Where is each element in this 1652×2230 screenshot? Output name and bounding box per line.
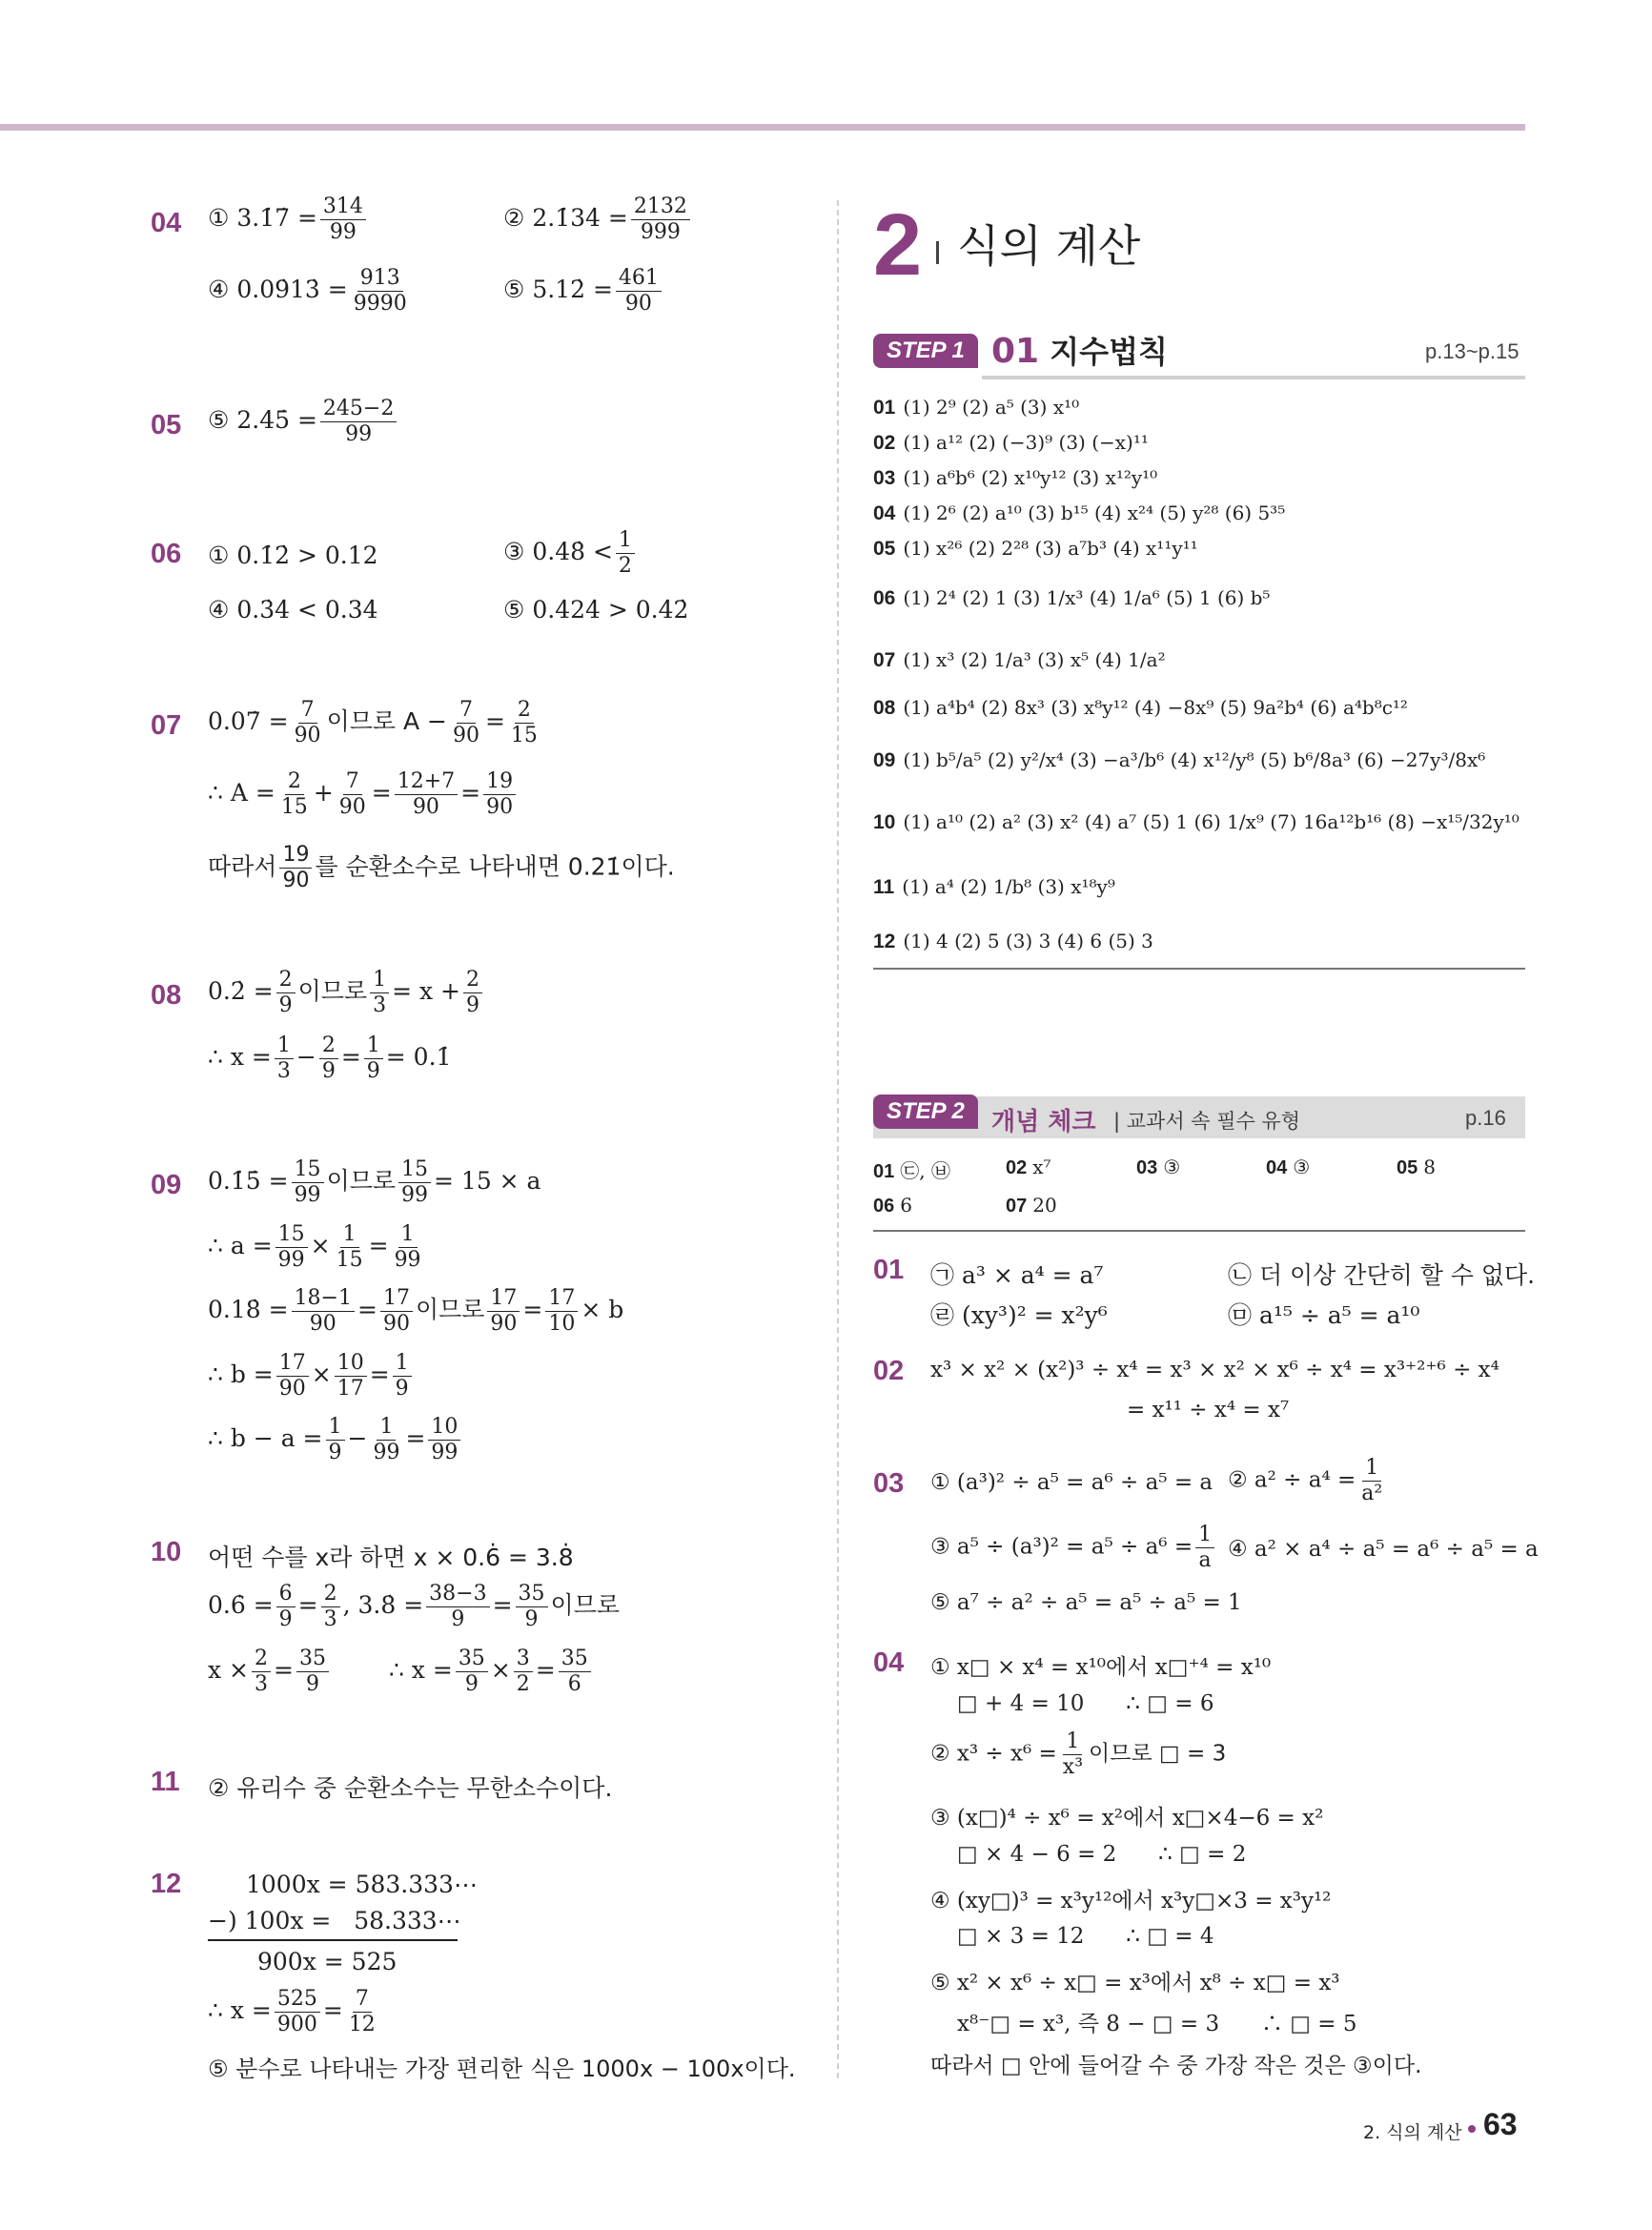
solution-line: 0.6̇ = $\frac{6}{9}$ = $\frac{2}{3}$ , 3.8̇ = $\frac{38-3}{9}$ = $\frac{35}{9}$ 이므로 bbox=[208, 1582, 620, 1632]
solution-line: ∴ A = $\frac{2}{15}$ + $\frac{7}{90}$ = $\frac{12+7}{90}$ = $\frac{19}{90}$ bbox=[208, 770, 519, 819]
solution-line: ∴ a = $\frac{15}{99}$ × $\frac{1}{15}$ = $\frac{1}{99}$ bbox=[208, 1222, 421, 1273]
solution-line: ④ (xy□)³ = x³y¹²에서 x³y□×3 = x³y¹² bbox=[930, 1889, 1332, 1913]
step1-answer-row bbox=[873, 501, 1285, 525]
step2-page: p.16 bbox=[1465, 1106, 1506, 1130]
answer-line: ③ 0.48̇ < $\frac{1}{2}$ bbox=[503, 529, 638, 578]
solution-line: 0.18̇ = $\frac{18-1}{90}$ = $\frac{17}{90}$ 이므로 $\frac{17}{90}$ = $\frac{17}{10}$ × b bbox=[208, 1286, 624, 1337]
chapter-title: 식의 계산 bbox=[957, 220, 1141, 272]
solution-line: ⑤ x² × x⁶ ÷ x□ = x³에서 x⁸ ÷ x□ = x³ bbox=[930, 1971, 1340, 1995]
answer-value: (1) 2⁹ (2) a⁵ (3) x¹⁰ bbox=[903, 396, 1080, 419]
solution-line: 0.1̇5̇ = $\frac{15}{99}$ 이므로 $\frac{15}{99}$ = 15 × a bbox=[208, 1157, 541, 1208]
problem-number: 04 bbox=[151, 208, 182, 238]
solution-line: −) 100x = 58.333⋯ bbox=[208, 1907, 461, 1934]
answer-key: 04 bbox=[1266, 1157, 1288, 1178]
answer-key: 02 bbox=[873, 432, 896, 454]
step1-answer-row bbox=[873, 431, 1149, 455]
solution-line: ∴ x = $\frac{525}{900}$ = $\frac{7}{12}$ bbox=[208, 1987, 376, 2037]
solution-line: 1000x = 583.333⋯ bbox=[246, 1871, 478, 1898]
solution-line: ㉡ 더 이상 간단히 할 수 없다. bbox=[1228, 1261, 1536, 1289]
solution-line: x⁸⁻□ = x³, 즉 8 − □ = 3 ∴ □ = 5 bbox=[957, 2012, 1357, 2036]
solution-line: 0.2̇ = $\frac{2}{9}$ 이므로 $\frac{1}{3}$ = x + $\frac{2}{9}$ bbox=[208, 969, 485, 1017]
answer-value: (1) 2⁴ (2) 1 (3) 1/x³ (4) 1/a⁶ (5) 1 (6) b⁵ bbox=[903, 586, 1271, 609]
problem-number: 11 bbox=[151, 1767, 180, 1797]
solution-line: x³ × x² × (x²)³ ÷ x⁴ = x³ × x² × x⁶ ÷ x⁴ = x³⁺²⁺⁶ ÷ x⁴ bbox=[930, 1358, 1499, 1382]
answer-key: 04 bbox=[873, 502, 896, 524]
solution-line: x × $\frac{2}{3}$ = $\frac{35}{9}$ ∴ x = $\frac{35}{9}$ × $\frac{3}{2}$ = $\frac{35}{6}$ bbox=[208, 1647, 594, 1696]
answer-value: (1) a⁴b⁴ (2) 8x³ (3) x⁸y¹² (4) −8x⁹ (5) 9a²b⁴ (6) a⁴b⁸c¹² bbox=[903, 696, 1408, 719]
problem-number: 12 bbox=[151, 1869, 182, 1899]
solution-line: ∴ b = $\frac{17}{90}$ × $\frac{10}{17}$ = $\frac{1}{9}$ bbox=[208, 1352, 415, 1401]
solution-line: ② a² ÷ a⁴ = $\frac{1}{\text{a²}}$ bbox=[1228, 1456, 1383, 1506]
answer-value: x⁷ bbox=[1032, 1156, 1051, 1178]
solution-line: ⑤ a⁷ ÷ a² ÷ a⁵ = a⁵ ÷ a⁵ = 1 bbox=[930, 1590, 1242, 1615]
answer-value: (1) 4 (2) 5 (3) 3 (4) 6 (5) 3 bbox=[903, 930, 1153, 952]
answer-value: (1) b⁵/a⁵ (2) y²/x⁴ (3) −a³/b⁶ (4) x¹²/y⁸ (5) b⁶/8a³ (6) −27y³/8x⁶ bbox=[903, 748, 1486, 771]
answer-key: 03 bbox=[1136, 1157, 1158, 1178]
problem-number: 05 bbox=[151, 410, 182, 440]
answer-key: 06 bbox=[873, 1196, 895, 1217]
answer-value: ③ bbox=[1293, 1156, 1311, 1178]
step1-answer-row bbox=[873, 537, 1198, 561]
answer-key: 01 bbox=[873, 397, 896, 419]
step2-answer bbox=[1397, 1156, 1436, 1179]
footer-chapter-label: 2. 식의 계산 bbox=[1363, 2122, 1462, 2143]
step1-answer-row bbox=[873, 696, 1408, 720]
solution-line: 따라서 $\frac{19}{90}$ 를 순환소수로 나타내면 0.21̇이다. bbox=[208, 843, 675, 893]
answer-key: 03 bbox=[873, 467, 896, 489]
step2-answer bbox=[873, 1194, 912, 1217]
solution-line: 어떤 수를 x라 하면 x × 0.6̇ = 3.8̇ bbox=[208, 1544, 574, 1571]
answer-value: 20 bbox=[1032, 1194, 1057, 1217]
solution-line: ② x³ ÷ x⁶ = $\frac{1}{\text{x³}}$ 이므로 □ = 3 bbox=[930, 1729, 1227, 1780]
subtraction-rule bbox=[208, 1939, 458, 1941]
answer-value: (1) 2⁶ (2) a¹⁰ (3) b¹⁵ (4) x²⁴ (5) y²⁸ (6) 5³⁵ bbox=[903, 501, 1286, 524]
problem-number: 09 bbox=[151, 1170, 182, 1200]
solution-line: ② 유리수 중 순환소수는 무한소수이다. bbox=[208, 1774, 613, 1802]
solution-line: 900x = 525 bbox=[257, 1948, 398, 1975]
solution-line: ㉤ a¹⁵ ÷ a⁵ = a¹⁰ bbox=[1228, 1301, 1420, 1329]
answer-value: (1) x³ (2) 1/a³ (3) x⁵ (4) 1/a² bbox=[903, 648, 1166, 671]
answer-key: 07 bbox=[873, 649, 896, 671]
solution-line: ∴ b − a = $\frac{1}{9}$ − $\frac{1}{99}$ = $\frac{10}{99}$ bbox=[208, 1416, 463, 1464]
solution-line: ① (a³)² ÷ a⁵ = a⁶ ÷ a⁵ = a bbox=[930, 1470, 1214, 1495]
solution-line: ④ a² × a⁴ ÷ a⁵ = a⁶ ÷ a⁵ = a bbox=[1228, 1537, 1539, 1562]
answer-line: ④ 0.09̇13̇ = $\frac{913}{9990}$ bbox=[208, 266, 407, 317]
step1-title: 01 지수법칙 bbox=[991, 332, 1168, 371]
answer-key: 12 bbox=[873, 931, 896, 952]
solution-line: ㉠ a³ × a⁴ = a⁷ bbox=[930, 1261, 1104, 1289]
step2-title: 개념 체크 bbox=[991, 1108, 1096, 1136]
step2-answer bbox=[1266, 1156, 1310, 1179]
problem-number: 08 bbox=[151, 980, 182, 1011]
answer-value: (1) a¹⁰ (2) a² (3) x² (4) a⁷ (5) 1 (6) 1/x⁹ (7) 16a¹²b¹⁶ (8) −x¹⁵/32y¹⁰ bbox=[903, 810, 1519, 833]
solution-line: ∴ x = $\frac{1}{3}$ − $\frac{2}{9}$ = $\frac{1}{9}$ = 0.1̇ bbox=[208, 1033, 452, 1084]
problem-number: 10 bbox=[151, 1537, 182, 1567]
answer-value: 6 bbox=[900, 1194, 912, 1217]
solution-line: = x¹¹ ÷ x⁴ = x⁷ bbox=[1127, 1398, 1290, 1422]
solution-line: ⑤ 분수로 나타내는 가장 편리한 식은 1000x − 100x이다. bbox=[208, 2056, 796, 2082]
step1-answer-row bbox=[873, 396, 1079, 419]
answer-value: (1) a⁴ (2) 1/b⁸ (3) x¹⁸y⁹ bbox=[902, 875, 1115, 898]
problem-number: 06 bbox=[151, 539, 182, 569]
solution-line: 따라서 □ 안에 들어갈 수 중 가장 작은 것은 ③이다. bbox=[930, 2054, 1422, 2078]
answer-line: ① 0.1̇2̇ > 0.12 bbox=[208, 542, 378, 569]
answer-value: (1) a¹² (2) (−3)⁹ (3) (−x)¹¹ bbox=[903, 431, 1149, 454]
answer-key: 05 bbox=[873, 538, 896, 560]
problem-number: 03 bbox=[873, 1468, 905, 1499]
column-divider bbox=[837, 200, 839, 2078]
step1-answer-row bbox=[873, 810, 1519, 834]
answer-key: 08 bbox=[873, 697, 896, 719]
answer-key: 05 bbox=[1397, 1157, 1418, 1178]
answer-value: ㉢, ㉥ bbox=[900, 1159, 950, 1182]
answer-key: 09 bbox=[873, 749, 896, 771]
solution-line: □ × 3 = 12 ∴ □ = 4 bbox=[957, 1924, 1214, 1949]
answer-value: (1) a⁶b⁶ (2) x¹⁰y¹² (3) x¹²y¹⁰ bbox=[903, 466, 1158, 489]
solution-line: □ + 4 = 10 ∴ □ = 6 bbox=[957, 1691, 1214, 1716]
chapter-separator bbox=[936, 241, 939, 264]
step1-answer-row bbox=[873, 648, 1166, 672]
answer-key: 02 bbox=[1006, 1157, 1028, 1178]
step2-answer bbox=[1006, 1194, 1057, 1217]
answer-key: 11 bbox=[873, 876, 895, 898]
step2-subtitle: | 교과서 속 필수 유형 bbox=[1113, 1110, 1301, 1133]
solution-line: □ × 4 − 6 = 2 ∴ □ = 2 bbox=[957, 1842, 1247, 1867]
step1-answer-row bbox=[873, 748, 1485, 772]
footer-bullet bbox=[1468, 2125, 1476, 2133]
step2-grid-rule bbox=[873, 1230, 1525, 1232]
top-rule bbox=[0, 124, 1525, 131]
problem-number: 04 bbox=[873, 1647, 905, 1678]
answer-line: ① 3.1̇7̇ = $\frac{314}{99}$ bbox=[208, 195, 369, 244]
answer-line: ⑤ 5.12̇ = $\frac{461}{90}$ bbox=[503, 267, 664, 316]
step1-answer-row bbox=[873, 875, 1115, 899]
page-number: 63 bbox=[1483, 2107, 1518, 2141]
step2-answer bbox=[873, 1156, 950, 1183]
answer-line: ⑤ 0.4̇24̇ > 0.4̇2̇ bbox=[503, 596, 689, 624]
solution-line: ③ (x□)⁴ ÷ x⁶ = x²에서 x□×4−6 = x² bbox=[930, 1806, 1324, 1831]
problem-number: 07 bbox=[151, 710, 182, 741]
step2-answer bbox=[1136, 1156, 1180, 1179]
step2-answer bbox=[1006, 1156, 1051, 1179]
solution-line: ③ a⁵ ÷ (a³)² = a⁵ ÷ a⁶ = $\frac{1}{a}$ bbox=[930, 1524, 1217, 1572]
answer-line: ② 2.1̇34̇ = $\frac{2132}{999}$ bbox=[503, 195, 693, 244]
answer-value: (1) x²⁶ (2) 2²⁸ (3) a⁷b³ (4) x¹¹y¹¹ bbox=[903, 537, 1198, 560]
problem-number: 02 bbox=[873, 1356, 905, 1386]
step1-page-range: p.13~p.15 bbox=[1425, 339, 1519, 363]
chapter-number: 2 bbox=[873, 196, 923, 294]
step1-answer-row bbox=[873, 586, 1270, 610]
answer-line: ④ 0.3̇4̇ < 0.34̇ bbox=[208, 596, 378, 624]
problem-number: 01 bbox=[873, 1255, 905, 1285]
step1-answer-row bbox=[873, 466, 1157, 490]
solution-line: ① x□ × x⁴ = x¹⁰에서 x□⁺⁴ = x¹⁰ bbox=[930, 1655, 1272, 1680]
step1-bottom-rule bbox=[873, 968, 1525, 970]
step1-underline bbox=[982, 376, 1525, 379]
answer-key: 01 bbox=[873, 1161, 895, 1182]
answer-value: 8 bbox=[1423, 1156, 1436, 1178]
answer-value: ③ bbox=[1163, 1156, 1181, 1178]
solution-line: ㉣ (xy³)² = x²y⁶ bbox=[930, 1301, 1108, 1329]
answer-key: 07 bbox=[1006, 1196, 1028, 1217]
step1-answer-row bbox=[873, 930, 1153, 953]
step1-badge: STEP 1 bbox=[873, 334, 978, 368]
step2-badge: STEP 2 bbox=[873, 1095, 978, 1129]
answer-line: ⑤ 2.45̇ = $\frac{245-2}{99}$ bbox=[208, 398, 399, 446]
answer-key: 06 bbox=[873, 587, 896, 609]
answer-key: 10 bbox=[873, 811, 896, 833]
solution-line: 0.07̇ = $\frac{7}{90}$ 이므로 A − $\frac{7}{90}$ = $\frac{2}{15}$ bbox=[208, 698, 538, 748]
